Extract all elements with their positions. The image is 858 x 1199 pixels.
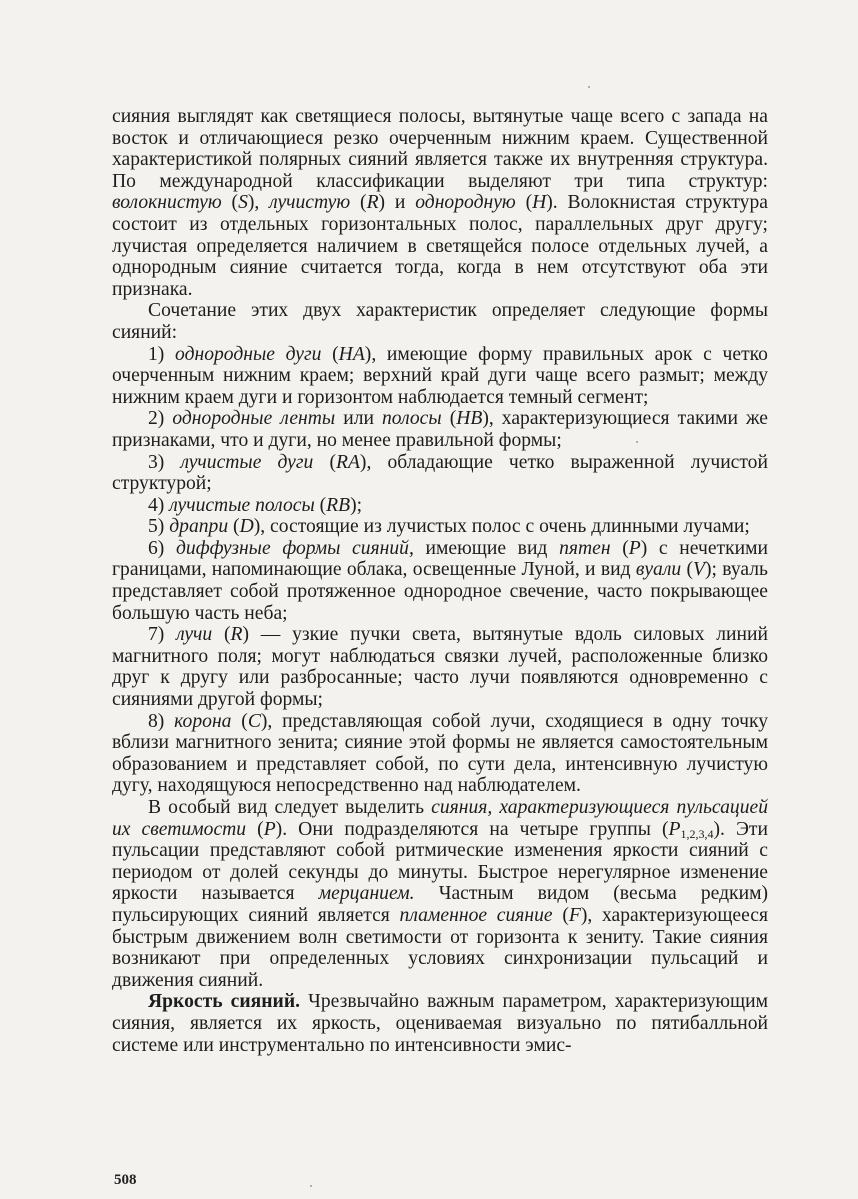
text-run: ), имеющие форму правильных арок с четко очерченным нижним краем; верхний край дуги чаще всего размыт; между нижним краем дуги и горизонтом наблюдается темный сегмент; <box>112 343 768 408</box>
paragraph <box>112 624 768 710</box>
text-run: ) с нечеткими границами, напоминающие облака, освещенные Луной, и вид <box>112 537 768 581</box>
paragraph <box>112 300 768 343</box>
italic-term: пятен <box>559 537 611 559</box>
italic-term: лучи <box>176 624 213 646</box>
paragraph <box>112 711 768 797</box>
italic-term: однородные ленты <box>172 408 336 430</box>
italic-term: P <box>628 537 641 559</box>
italic-term: драпри <box>169 516 229 538</box>
text-run: ( <box>228 516 240 538</box>
text-run: сияния выглядят как светящиеся полосы, вытянутые чаще всего с запада на восток и отличающиеся резко очерченным нижним краем. Существенной характеристикой полярных сияний является также их внутренняя структура. По международной классификации выделяют три типа структур: <box>112 106 768 192</box>
italic-term: мерцанием. <box>318 883 415 905</box>
italic-term: R <box>230 624 243 646</box>
italic-term: RB <box>326 494 351 516</box>
italic-term: лучистые дуги <box>180 451 314 473</box>
text-run: ), обладающие четко выраженной лучистой структурой; <box>112 451 768 495</box>
italic-term: лучистую <box>269 192 351 214</box>
italic-term: RA <box>335 451 360 473</box>
paragraph <box>112 797 768 991</box>
italic-term: волокнистую <box>112 192 222 214</box>
text-run: ); вуаль представляет собой протяженное однородное свечение, часто покрывающее большую часть неба; <box>112 559 768 624</box>
text-run: ( <box>314 494 327 516</box>
text-run: ( <box>441 408 457 430</box>
paragraph <box>112 516 768 538</box>
text-run: Чрезвычайно важным параметром, характеризующим сияния, является их яркость, оцениваемая визуально по пятибалльной системе или инструментально по интенсивности эмис- <box>112 991 768 1056</box>
text-run: ), <box>247 192 270 214</box>
text-run: ), характеризующееся быстрым движением волн светимости от горизонта к зениту. Такие сияния возникают при определенных условиях синхронизации пульсаций и движения сияний. <box>112 904 768 991</box>
italic-term: вуали <box>635 559 682 581</box>
text-run: ( <box>681 559 694 581</box>
italic-term: лучистые полосы <box>169 494 315 516</box>
text-run: ( <box>515 192 533 214</box>
italic-term: S <box>238 192 248 214</box>
print-speck <box>636 441 638 443</box>
italic-term: H <box>532 192 547 214</box>
paragraph <box>112 991 768 1056</box>
bold-heading: Яркость сияний. <box>148 991 301 1013</box>
text-run: ( <box>246 818 264 840</box>
italic-term: сияния, характеризующиеся пульсацией их светимости <box>112 797 768 840</box>
text-run: Частным видом (весьма редким) пульсирующих сияний является <box>112 883 768 926</box>
print-speck <box>310 1185 312 1187</box>
italic-term: F <box>568 904 581 926</box>
text-run: ( <box>610 537 629 559</box>
text-run: ) и <box>378 192 416 214</box>
text-run: Сочетание этих двух характеристик определяет следующие формы сияний: <box>112 300 768 343</box>
print-speck <box>588 86 590 88</box>
text-run: ), характеризующиеся такими же признаками, что и дуги, но менее правильной формы; <box>112 408 768 451</box>
text-run: ( <box>321 343 339 365</box>
text-run: 8) <box>148 710 175 732</box>
text-run: ) — узкие пучки света, вытянутые вдоль силовых линий магнитного поля; могут наблюдаться связки лучей, расположенные близко друг к другу или разбросанные; часто лучи появляются одновременно с сияниями другой формы; <box>112 624 768 711</box>
paragraph <box>112 344 768 409</box>
italic-term: P <box>263 818 276 840</box>
text-run: ), представляющая собой лучи, сходящиеся в одну точку вблизи магнитного зенита; сияние этой формы не является самостоятельным образованием и представляет собой, по сути дела, интенсивную лучистую дугу, находящуюся непосредственно над наблюдателем. <box>112 710 768 797</box>
text-run: 3) <box>148 451 181 473</box>
italic-term: корона <box>174 710 232 732</box>
text-run: ( <box>212 624 231 646</box>
text-run: ( <box>221 192 239 214</box>
italic-term: P <box>668 818 681 840</box>
paragraph <box>112 106 768 300</box>
text-run: ( <box>313 451 336 473</box>
text-run: ( <box>552 904 569 926</box>
text-run: ( <box>231 710 248 732</box>
text-run: ); <box>350 494 363 516</box>
italic-term: полосы <box>382 408 442 430</box>
paragraph <box>112 408 768 451</box>
italic-term: HA <box>338 343 365 365</box>
subscript: 1,2,3,4 <box>680 826 714 841</box>
paragraph <box>112 452 768 495</box>
text-run: ( <box>350 192 367 214</box>
paragraph <box>112 538 768 624</box>
text-run: 4) <box>148 494 170 516</box>
page-body <box>112 106 768 1056</box>
text-run: или <box>335 408 382 430</box>
paragraph <box>112 495 768 517</box>
text-run: ), состоящие из лучистых полос с очень длинными лучами; <box>253 516 750 538</box>
text-run: имеющие вид <box>413 537 560 559</box>
italic-term: V <box>693 559 705 581</box>
page-number: 508 <box>114 1172 137 1188</box>
text-run: 5) <box>148 516 170 538</box>
text-run: 6) <box>148 537 176 559</box>
italic-term: пламенное сияние <box>399 904 553 926</box>
text-run: 7) <box>148 624 177 646</box>
italic-term: C <box>247 710 261 732</box>
text-run: ). Эти пульсации представляют собой ритмические изменения яркости сияний с периодом от долей секунды до минуты. Быстрое нерегулярное изменение яркости называется <box>112 818 768 905</box>
italic-term: диффузные формы сияний, <box>176 537 414 559</box>
text-run: 2) <box>148 408 173 430</box>
italic-term: R <box>366 192 379 214</box>
italic-term: HB <box>456 408 483 430</box>
text-run: ). Волокнистая структура состоит из отдельных горизонтальных полос, параллельных друг другу; лучистая определяется наличием в светящейся полосе отдельных лучей, а однородным сияние считается тогда, когда в нем отсутствуют оба эти признака. <box>112 192 768 300</box>
text-run: 1) <box>148 343 176 365</box>
text-run: В особый вид следует выделить <box>148 797 432 818</box>
italic-term: однородную <box>415 192 516 214</box>
italic-term: D <box>239 516 254 538</box>
text-run: ). Они подразделяются на четыре группы ( <box>275 818 669 840</box>
italic-term: однородные дуги <box>175 343 322 365</box>
